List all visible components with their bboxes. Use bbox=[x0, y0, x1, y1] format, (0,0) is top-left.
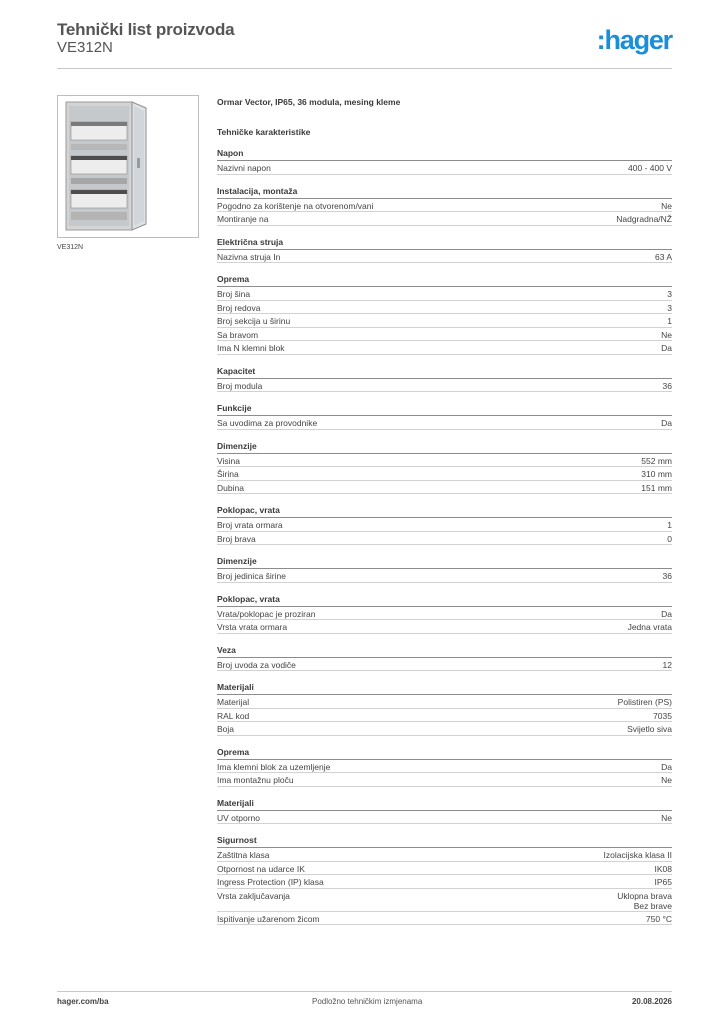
spec-label: Dubina bbox=[217, 482, 244, 493]
footer-divider bbox=[57, 991, 672, 992]
spec-row bbox=[217, 467, 672, 481]
spec-section bbox=[217, 440, 672, 495]
spec-section bbox=[217, 504, 672, 545]
spec-row bbox=[217, 722, 672, 736]
distribution-cabinet-image bbox=[58, 96, 198, 237]
spec-value-line: Da bbox=[661, 343, 672, 353]
section-title: Napon bbox=[217, 147, 672, 161]
spec-label: Broj redova bbox=[217, 302, 261, 313]
spec-row bbox=[217, 760, 672, 774]
spec-row bbox=[217, 454, 672, 468]
spec-section bbox=[217, 236, 672, 264]
spec-row bbox=[217, 161, 672, 175]
spec-value-line: IK08 bbox=[654, 863, 672, 874]
spec-label: Ima klemni blok za uzemljenje bbox=[217, 761, 331, 772]
spec-row bbox=[217, 889, 672, 912]
spec-value bbox=[661, 343, 672, 353]
spec-row bbox=[217, 912, 672, 926]
spec-value bbox=[628, 163, 672, 173]
spec-row bbox=[217, 212, 672, 226]
spec-section bbox=[217, 555, 672, 583]
spec-value bbox=[661, 813, 672, 823]
spec-content bbox=[217, 95, 672, 925]
footer-note: Podložno tehničkim izmjenama bbox=[312, 997, 423, 1006]
spec-label: UV otporno bbox=[217, 812, 260, 823]
spec-row bbox=[217, 569, 672, 583]
spec-label: Broj šina bbox=[217, 289, 251, 299]
spec-label: Vrsta zaključavanja bbox=[217, 890, 290, 901]
spec-label: Nazivna struja In bbox=[217, 251, 281, 262]
spec-value-line: 151 mm bbox=[641, 482, 672, 493]
spec-value-line: 750 °C bbox=[645, 913, 672, 924]
spec-value bbox=[667, 316, 672, 326]
spec-value bbox=[667, 289, 672, 299]
spec-label: Broj modula bbox=[217, 380, 263, 391]
spec-row bbox=[217, 862, 672, 876]
technical-characteristics-heading: Tehničke karakteristike bbox=[217, 127, 311, 137]
spec-value-line: 3 bbox=[667, 302, 672, 313]
spec-row bbox=[217, 518, 672, 532]
spec-value bbox=[616, 214, 672, 224]
spec-value-line: 36 bbox=[662, 571, 672, 581]
spec-row bbox=[217, 481, 672, 495]
spec-value bbox=[641, 456, 672, 466]
product-description: Ormar Vector, IP65, 36 modula, mesing kleme bbox=[217, 97, 401, 107]
spec-value-line: 400 - 400 V bbox=[628, 163, 672, 173]
spec-section bbox=[217, 402, 672, 430]
spec-row bbox=[217, 709, 672, 723]
spec-value bbox=[618, 697, 672, 707]
section-title: Dimenzije bbox=[217, 555, 672, 569]
spec-value bbox=[661, 330, 672, 340]
spec-value bbox=[628, 622, 672, 632]
section-title: Funkcije bbox=[217, 402, 672, 416]
spec-value bbox=[667, 303, 672, 313]
section-title: Materijali bbox=[217, 681, 672, 695]
spec-row bbox=[217, 532, 672, 546]
spec-section bbox=[217, 797, 672, 825]
spec-value-line: 1 bbox=[667, 520, 672, 530]
spec-value bbox=[646, 914, 672, 924]
spec-label: Boja bbox=[217, 724, 235, 734]
spec-value bbox=[617, 891, 672, 911]
spec-label: Visina bbox=[217, 455, 240, 466]
spec-value-line: Da bbox=[661, 761, 672, 772]
spec-value bbox=[655, 877, 673, 887]
spec-section bbox=[217, 746, 672, 787]
footer-website-link[interactable]: hager.com/ba bbox=[57, 997, 109, 1006]
spec-value-line: Nadgradna/NŽ bbox=[616, 214, 672, 224]
spec-section bbox=[217, 834, 672, 925]
spec-value-line: 7035 bbox=[653, 710, 672, 721]
spec-label: Vrsta vrata ormara bbox=[217, 622, 288, 632]
spec-value-line: 552 mm bbox=[641, 455, 672, 466]
spec-value-line: 0 bbox=[667, 533, 672, 544]
spec-row bbox=[217, 301, 672, 315]
spec-row bbox=[217, 695, 672, 709]
section-title: Veza bbox=[217, 644, 672, 658]
spec-value-line: 1 bbox=[667, 316, 672, 326]
spec-value-line: Ne bbox=[661, 329, 672, 340]
spec-value bbox=[661, 775, 672, 785]
product-code: VE312N bbox=[57, 39, 113, 56]
spec-section bbox=[217, 147, 672, 175]
section-title: Materijali bbox=[217, 797, 672, 811]
page-title: Tehnički list proizvoda bbox=[57, 20, 235, 39]
spec-row bbox=[217, 287, 672, 301]
section-title: Električna struja bbox=[217, 236, 672, 250]
spec-label: Ingress Protection (IP) klasa bbox=[217, 877, 324, 887]
spec-value-line: 310 mm bbox=[641, 469, 672, 479]
section-title: Oprema bbox=[217, 746, 672, 760]
spec-value-line: 36 bbox=[662, 380, 672, 391]
spec-label: Broj vrata ormara bbox=[217, 520, 283, 530]
spec-row bbox=[217, 341, 672, 355]
section-title: Poklopac, vrata bbox=[217, 593, 672, 607]
spec-row bbox=[217, 416, 672, 430]
spec-section bbox=[217, 593, 672, 634]
section-title: Dimenzije bbox=[217, 440, 672, 454]
spec-value bbox=[661, 418, 672, 428]
spec-value-line: 3 bbox=[667, 289, 672, 299]
spec-label: Ispitivanje užarenom žicom bbox=[217, 913, 320, 924]
spec-row bbox=[217, 658, 672, 672]
section-title: Oprema bbox=[217, 273, 672, 287]
spec-value-line: 63 A bbox=[654, 251, 672, 262]
spec-value bbox=[641, 483, 672, 493]
spec-row bbox=[217, 199, 672, 213]
spec-value-line: IP65 bbox=[654, 877, 672, 887]
spec-label: Pogodno za korištenje na otvorenom/vani bbox=[217, 200, 374, 211]
spec-value bbox=[663, 381, 672, 391]
spec-row bbox=[217, 811, 672, 825]
spec-row bbox=[217, 250, 672, 264]
spec-value bbox=[653, 711, 672, 721]
spec-label: Materijal bbox=[217, 697, 250, 707]
header-divider bbox=[57, 68, 672, 69]
spec-row bbox=[217, 314, 672, 328]
spec-value-line: Jedna vrata bbox=[627, 622, 672, 632]
spec-row bbox=[217, 620, 672, 634]
spec-label: Broj sekcija u širinu bbox=[217, 316, 291, 326]
spec-value-line: Ne bbox=[661, 775, 672, 785]
spec-section bbox=[217, 185, 672, 226]
spec-value-line: Polistiren (PS) bbox=[617, 697, 672, 707]
spec-label: Broj uvoda za vodiče bbox=[217, 659, 296, 670]
spec-section bbox=[217, 681, 672, 736]
spec-label: RAL kod bbox=[217, 710, 250, 721]
spec-value bbox=[604, 850, 673, 860]
spec-value-line: Izolacijska klasa II bbox=[603, 850, 672, 860]
spec-label: Montiranje na bbox=[217, 214, 269, 224]
spec-label: Sa uvodima za provodnike bbox=[217, 418, 318, 428]
spec-value bbox=[661, 201, 672, 211]
spec-label: Vrata/poklopac je proziran bbox=[217, 608, 316, 619]
spec-value-line: Ne bbox=[661, 812, 672, 823]
spec-value bbox=[627, 724, 672, 734]
spec-value bbox=[667, 520, 672, 530]
spec-row bbox=[217, 607, 672, 621]
spec-row bbox=[217, 773, 672, 787]
spec-section bbox=[217, 273, 672, 355]
spec-section bbox=[217, 365, 672, 393]
spec-label: Sa bravom bbox=[217, 329, 259, 340]
section-title: Poklopac, vrata bbox=[217, 504, 672, 518]
spec-value-line: Bez brave bbox=[633, 900, 672, 911]
section-title: Sigurnost bbox=[217, 834, 672, 848]
spec-section bbox=[217, 644, 672, 672]
spec-value bbox=[663, 571, 672, 581]
spec-value-line: Ne bbox=[661, 200, 672, 211]
section-title: Instalacija, montaža bbox=[217, 185, 672, 199]
product-image bbox=[57, 95, 199, 238]
spec-label: Broj jedinica širine bbox=[217, 571, 286, 581]
section-title: Kapacitet bbox=[217, 365, 672, 379]
spec-value bbox=[641, 469, 672, 479]
spec-value bbox=[661, 762, 672, 772]
spec-label: Ima N klemni blok bbox=[217, 343, 285, 353]
spec-label: Nazivni napon bbox=[217, 163, 271, 173]
spec-value-line: Uklopna brava bbox=[617, 890, 672, 901]
spec-label: Broj brava bbox=[217, 533, 256, 544]
spec-value-line: Da bbox=[661, 608, 672, 619]
spec-value bbox=[661, 609, 672, 619]
spec-value bbox=[667, 534, 672, 544]
spec-value-line: Da bbox=[661, 418, 672, 428]
spec-row bbox=[217, 875, 672, 889]
spec-value bbox=[663, 660, 672, 670]
spec-value bbox=[655, 864, 673, 874]
spec-label: Ima montažnu ploču bbox=[217, 775, 294, 785]
hager-logo[interactable]: :hager bbox=[596, 25, 672, 55]
image-caption: VE312N bbox=[57, 244, 84, 251]
spec-label: Zaštitna klasa bbox=[217, 850, 270, 860]
spec-value-line: 12 bbox=[662, 659, 672, 670]
spec-value-line: Svijetlo siva bbox=[627, 724, 672, 734]
spec-value bbox=[655, 252, 672, 262]
spec-row bbox=[217, 848, 672, 862]
spec-label: Otpornost na udarce IK bbox=[217, 863, 305, 874]
spec-row bbox=[217, 328, 672, 342]
spec-row bbox=[217, 379, 672, 393]
spec-label: Širina bbox=[217, 469, 239, 479]
spec-sections bbox=[217, 147, 672, 925]
footer-date: 20.08.2026 bbox=[631, 997, 672, 1006]
